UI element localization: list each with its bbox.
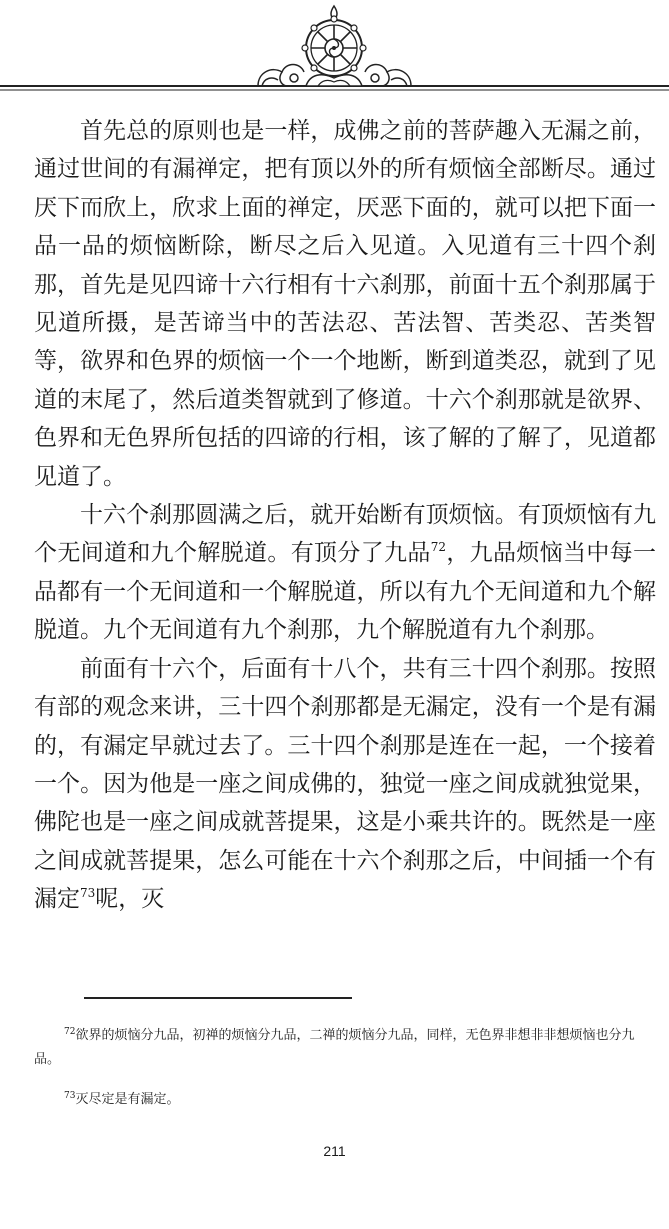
footnote-72	[34, 1024, 656, 1072]
cloud-ornament-icon	[258, 65, 304, 87]
footnote-ref-72[interactable]: 72	[430, 540, 446, 555]
footnote-ref-73[interactable]: 73	[80, 886, 96, 901]
paragraph-2: 十六个刹那圆满之后，就开始断有顶烦恼。有顶烦恼有九个无间道和九个解脱道。有顶分了九品$^{72}$，九品烦恼当中每一品都有一个无间道和一个解脱道，所以有九个无间道和九个解脱道。九个无间道有九个刹那，九个解脱道有九个刹那。	[34, 502, 657, 644]
footnote-number: 72	[64, 1027, 76, 1037]
page-number: 211	[323, 1143, 346, 1159]
paragraph-3: 前面有十六个，后面有十八个，共有三十四个刹那。按照有部的观念来讲，三十四个刹那都是无漏定，没有一个是有漏的，有漏定早就过去了。三十四个刹那是连在一起，一个接着一个。因为他是一座之间成佛的，独觉一座之间成就独觉果，佛陀也是一座之间成就菩提果，这是小乘共许的。既然是一座之间成就菩提果，怎么可能在十六个刹那之后，中间插一个有漏定$^{73}$呢，灭	[34, 655, 656, 913]
body-text	[34, 112, 656, 919]
footnote-number: 73	[64, 1091, 76, 1101]
footnote-text: 灭尽定是有漏定。	[75, 1092, 180, 1107]
footnote-73	[34, 1088, 656, 1112]
footnotes	[34, 1024, 656, 1128]
cloud-ornament-icon	[365, 65, 411, 87]
paragraph-1: 首先总的原则也是一样，成佛之前的菩萨趣入无漏之前，通过世间的有漏禅定，把有顶以外的所有烦恼全部断尽。通过厌下而欣上，欣求上面的禅定，厌恶下面的，就可以把下面一品一品的烦恼断除，断尽之后入见道。入见道有三十四个刹那，首先是见四谛十六行相有十六刹那，前面十五个刹那属于见道所摄，是苦谛当中的苦法忍、苦法智、苦类忍、苦类智等，欲界和色界的烦恼一个一个地断，断到道类忍，就到了见道的末尾了，然后道类智就到了修道。十六个刹那就是欲界、色界和无色界所包括的四谛的行相，该了解的了解了，见道都见道了。	[34, 118, 656, 490]
dharma-wheel-icon	[302, 6, 366, 86]
page-header	[0, 0, 669, 100]
footnote-text: 欲界的烦恼分九品，初禅的烦恼分九品，二禅的烦恼分九品，同样，无色界非想非非想烦恼也分九品。	[34, 1028, 635, 1067]
footnote-divider	[84, 997, 352, 999]
